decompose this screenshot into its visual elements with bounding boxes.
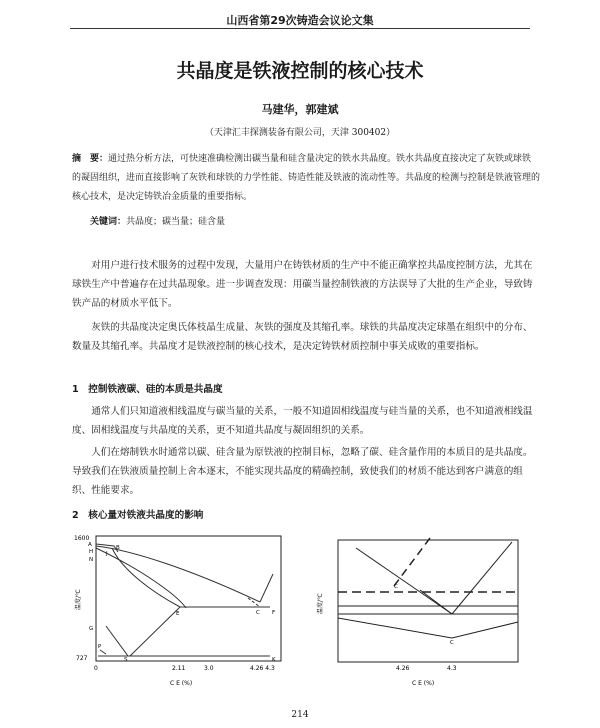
x-axis-label: C E (%) <box>412 680 435 687</box>
x-axis-label: C E (%) <box>170 680 193 687</box>
hypereutectic-liquidus <box>260 574 273 602</box>
point-label: N <box>89 557 94 563</box>
body-paragraph: 人们在熔制铁水时通常以碳、硅含量为原铁液的控制目标，忽略了碳、硅含量作用的本质目的是共晶度。导致我们在铁液质量控制上舍本逐末，不能实现共晶度的精确控制，致使我们的材质不能达到客户满意的组织、性能要求。 <box>72 447 533 496</box>
y-tick: 727 <box>76 655 88 662</box>
connector-line <box>420 590 452 614</box>
point-label: P <box>98 644 102 650</box>
graphite-liquidus-dashed <box>394 538 430 586</box>
body-paragraph: 灰铁的共晶度决定奥氏体枝晶生成量、灰铁的强度及其缩孔率。球铁的共晶度决定球墨在组织中的分布、数量及其缩孔率。共晶度才是铁液控制的核心技术，是决定铸铁材质控制中事关成败的重要指标。 <box>72 322 533 352</box>
austenite-liquidus <box>96 548 186 608</box>
y-axis-label: 温度/℃ <box>75 589 82 610</box>
point-label: A <box>88 542 92 548</box>
a3-line <box>106 626 128 656</box>
liquidus-line <box>96 546 260 602</box>
authors: 马建华，郭建斌 <box>261 103 339 116</box>
body-paragraph: 对用户进行技术服务的过程中发现，大量用户在铸铁材质的生产中不能正确掌控共晶度控制方法，尤其在球铁生产中普遍存在过共晶现象。进一步调查发现：用碳当量控制铁液的方法误导了大批的生产企业，导致铸铁产品的材质水平低下。 <box>72 260 533 309</box>
body-paragraph: 通常人们只知道液相线温度与碳当量的关系，一般不知道固相线温度与硅当量的关系，也不知道液相线温度、固相线温度与共晶度的关系，更不知道共晶度与凝固组织的关系。 <box>72 406 533 436</box>
x-tick: 4.3 <box>447 665 457 672</box>
keywords-text: 共晶度；碳当量；硅含量 <box>126 217 226 227</box>
x-tick: 3.0 <box>204 665 214 672</box>
point-label: S <box>124 657 128 663</box>
acm-line <box>130 607 180 656</box>
x-tick: 2.11 <box>172 665 186 672</box>
hypereutectic-liquidus <box>452 542 512 614</box>
keywords-label: 关键词： <box>90 217 127 227</box>
section-heading: 1 控制铁液碳、硅的本质是共晶度 <box>72 384 223 395</box>
paper-title: 共晶度是铁液控制的核心技术 <box>176 60 424 82</box>
point-label: J <box>106 551 108 557</box>
point-label: E <box>176 611 180 617</box>
abstract <box>72 150 540 207</box>
pq-line <box>100 650 106 654</box>
fe-c-phase-diagram <box>72 530 290 692</box>
abstract-label: 摘 要： <box>72 154 109 164</box>
plot-frame <box>338 540 518 662</box>
page-number: 214 <box>291 710 309 720</box>
y-tick: 1600 <box>74 535 90 542</box>
austenite-liquidus <box>356 548 452 614</box>
point-label: C <box>256 610 260 616</box>
point-label: H <box>89 549 94 555</box>
point-label: G <box>89 626 94 632</box>
running-header: 山西省第29次铸造会议论文集 <box>226 14 374 27</box>
point-label: K <box>272 657 276 663</box>
section-heading: 2 核心量对铁液共晶度的影响 <box>72 510 204 521</box>
point-label: B <box>116 545 120 551</box>
abstract-text: 通过热分析方法，可快速准确检测出碳当量和硅含量决定的铁水共晶度。铁水共晶度直接决定了灰铁或球铁的凝固组织，进而直接影响了灰铁和球铁的力学性能、铸造性能及铁液的流动性等。共晶度的检测与控制是铁液管理的核心技术，是决定铸铁冶金质量的重要指标。 <box>72 154 541 202</box>
point-label: C <box>450 640 454 646</box>
x-tick: 4.26 <box>396 665 410 672</box>
solidus-v-line <box>338 618 518 638</box>
affiliation: （天津汇丰探测装备有限公司，天津 300402） <box>204 128 396 138</box>
x-tick: 4.26 4.3 <box>250 665 275 672</box>
point-label: C <box>394 584 398 590</box>
eutectic-zoom-diagram <box>312 530 540 692</box>
y-axis-label: 温度/℃ <box>317 593 324 614</box>
keywords <box>90 214 530 227</box>
header-rule <box>70 28 530 29</box>
x-tick: 0 <box>94 665 98 672</box>
point-label: F <box>272 610 276 616</box>
